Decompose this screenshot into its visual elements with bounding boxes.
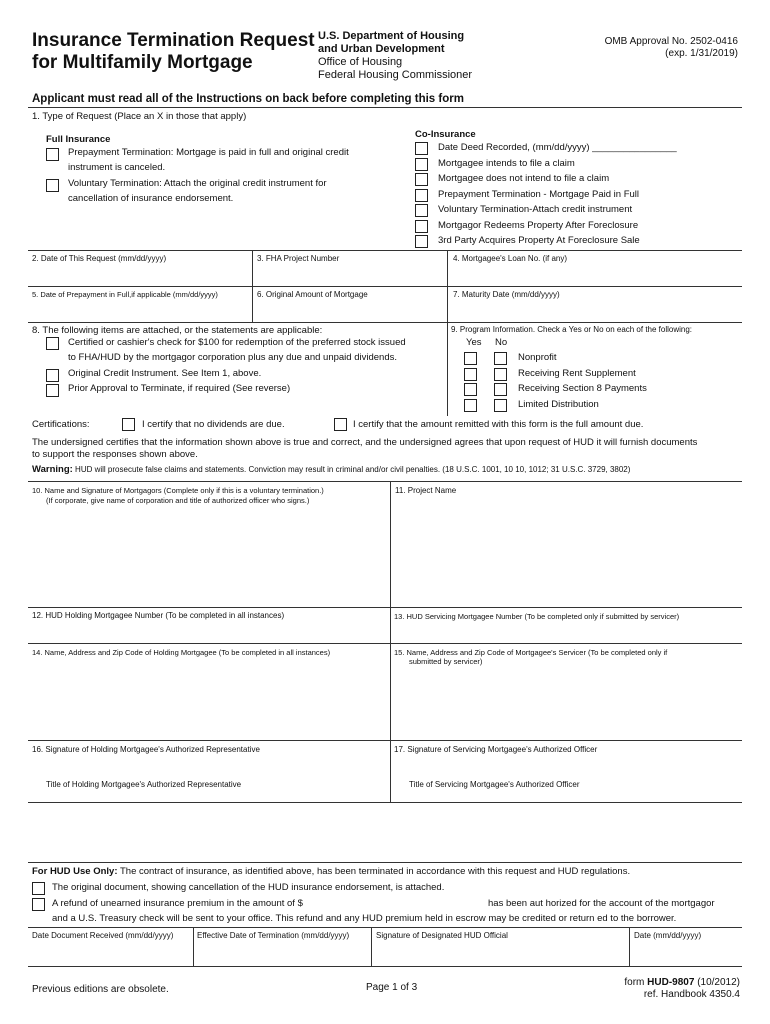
department-line1: U.S. Department of Housing	[318, 30, 465, 42]
certified-check-checkbox[interactable]	[46, 337, 59, 350]
form-date: (10/2012)	[697, 977, 740, 988]
section10-label-line2: (If corporate, give name of corporation and title of authorized officer who signs.)	[46, 496, 310, 505]
refund-label-line2: and a U.S. Treasury check will be sent to your office. This refund and any HUD premium held in escrow may be credited or return ed to the borrower.	[52, 913, 677, 924]
form-number: HUD-9807	[647, 977, 695, 988]
co-insurance-checkbox[interactable]	[415, 158, 428, 171]
program-item-label: Receiving Section 8 Payments	[518, 383, 647, 394]
program-item-label: Nonprofit	[518, 352, 557, 363]
prepayment-termination-checkbox[interactable]	[46, 148, 59, 161]
form-number-line	[624, 977, 740, 989]
servicing-mortgagee-number-label: 13. HUD Servicing Mortgagee Number (To be completed only if submitted by servicer)	[394, 612, 680, 621]
hud-official-signature-label: Signature of Designated HUD Official	[376, 931, 508, 940]
program-no-checkbox[interactable]	[494, 399, 507, 412]
instructions-notice: Applicant must read all of the Instructions on back before completing this form	[32, 93, 464, 105]
department-line4: Federal Housing Commissioner	[318, 69, 473, 81]
co-insurance-option-label: 3rd Party Acquires Property At Foreclosure Sale	[438, 235, 640, 246]
section9-label: 9. Program Information. Check a Yes or No on each of the following:	[451, 325, 693, 334]
section1-label: 1. Type of Request (Place an X in those that apply)	[32, 111, 247, 122]
co-insurance-heading: Co-Insurance	[415, 129, 476, 140]
effective-date-label: Effective Date of Termination (mm/dd/yyyy)	[197, 931, 350, 940]
voluntary-termination-label-line2: cancellation of insurance endorsement.	[68, 193, 234, 204]
warning-label: Warning:	[32, 464, 73, 475]
original-amount-label: 6. Original Amount of Mortgage	[257, 290, 368, 299]
warning-text	[32, 464, 630, 475]
page-number: Page 1 of 3	[366, 982, 418, 993]
servicer-address-label: 15. Name, Address and Zip Code of Mortgagee's Servicer (To be completed only if	[394, 648, 668, 657]
no-dividends-checkbox[interactable]	[122, 418, 135, 431]
prior-approval-label: Prior Approval to Terminate, if required (See reverse)	[68, 383, 291, 394]
project-name-label: 11. Project Name	[395, 486, 457, 495]
department-line2: and Urban Development	[318, 43, 445, 55]
full-insurance-heading: Full Insurance	[46, 134, 111, 145]
original-credit-instrument-checkbox[interactable]	[46, 369, 59, 382]
co-insurance-option-label: Voluntary Termination-Attach credit instrument	[438, 204, 633, 215]
certifications-label: Certifications:	[32, 419, 90, 430]
hud-use-body: The contract of insurance, as identified above, has been terminated in accordance with this request and HUD regulations.	[119, 866, 631, 877]
original-document-label: The original document, showing cancellation of the HUD insurance endorsement, is attached.	[52, 882, 445, 893]
previous-editions-note: Previous editions are obsolete.	[32, 984, 169, 995]
holding-title-label: Title of Holding Mortgagee's Authorized Representative	[46, 780, 242, 789]
original-credit-instrument-label: Original Credit Instrument. See Item 1, above.	[68, 368, 262, 379]
hud-use-label: For HUD Use Only:	[32, 866, 118, 877]
section8-label: 8. The following items are attached, or the statements are applicable:	[32, 325, 323, 336]
warning-body: HUD will prosecute false claims and statements. Conviction may result in criminal and/or civil penalties. (18 U.S.C. 1001, 10 10, 1012; 31 U.S.C. 3729, 3802)	[75, 465, 631, 474]
servicing-signature-label: 17. Signature of Servicing Mortgagee's Authorized Officer	[394, 745, 598, 754]
form-identifier	[624, 977, 740, 1001]
co-insurance-option-label: Mortgagor Redeems Property After Foreclosure	[438, 219, 639, 231]
date-of-prepayment-label: 5. Date of Prepayment in Full,if applicable (mm/dd/yyyy)	[32, 290, 218, 299]
refund-label: A refund of unearned insurance premium in the amount of $	[52, 898, 303, 909]
form-prefix: form	[624, 977, 645, 988]
co-insurance-checkbox[interactable]	[415, 173, 428, 186]
co-insurance-checkbox[interactable]	[415, 220, 428, 233]
mortgagee-loan-number-label: 4. Mortgagee's Loan No. (if any)	[453, 254, 568, 263]
maturity-date-label: 7. Maturity Date (mm/dd/yyyy)	[453, 290, 560, 299]
refund-checkbox[interactable]	[32, 898, 45, 911]
holding-mortgagee-number-label: 12. HUD Holding Mortgagee Number (To be completed in all instances)	[32, 611, 285, 620]
program-yes-checkbox[interactable]	[464, 383, 477, 396]
program-yes-checkbox[interactable]	[464, 368, 477, 381]
omb-approval-number: OMB Approval No. 2502-0416	[604, 36, 738, 47]
servicer-address-label-line2: submitted by servicer)	[409, 657, 483, 666]
certified-check-label: Certified or cashier's check for $100 for redemption of the preferred stock issued	[68, 337, 406, 348]
voluntary-termination-label: Voluntary Termination: Attach the original credit instrument for	[68, 178, 327, 189]
no-dividends-label: I certify that no dividends are due.	[142, 419, 285, 430]
holding-signature-label: 16. Signature of Holding Mortgagee's Authorized Representative	[32, 745, 260, 754]
full-amount-label: I certify that the amount remitted with this form is the full amount due.	[353, 419, 644, 430]
co-insurance-checkbox[interactable]	[415, 235, 428, 248]
co-insurance-option-label: Prepayment Termination - Mortgage Paid in Full	[438, 188, 640, 200]
co-insurance-option-label: Date Deed Recorded, (mm/dd/yyyy) ________________	[438, 142, 677, 153]
hud-use-text	[32, 866, 630, 877]
program-no-checkbox[interactable]	[494, 368, 507, 381]
form-title-line1: Insurance Termination Request	[32, 30, 315, 51]
holding-mortgagee-address-label: 14. Name, Address and Zip Code of Holding Mortgagee (To be completed in all instances)	[32, 648, 331, 657]
yes-column-label: Yes	[466, 337, 482, 348]
date-document-received-label: Date Document Received (mm/dd/yyyy)	[32, 931, 174, 940]
handbook-reference: ref. Handbook 4350.4	[643, 989, 740, 1000]
original-document-checkbox[interactable]	[32, 882, 45, 895]
program-no-checkbox[interactable]	[494, 352, 507, 365]
program-yes-checkbox[interactable]	[464, 352, 477, 365]
co-insurance-option-label: Mortgagee intends to file a claim	[438, 157, 575, 169]
co-insurance-checkbox[interactable]	[415, 204, 428, 217]
refund-authorized-label: has been aut horized for the account of the mortgagor	[488, 898, 715, 909]
department-line3: Office of Housing	[318, 56, 403, 68]
co-insurance-option-label: Mortgagee does not intend to file a claim	[438, 173, 610, 184]
fha-project-number-label: 3. FHA Project Number	[257, 254, 340, 263]
certified-check-label-line2: to FHA/HUD by the mortgagor corporation plus any due and unpaid dividends.	[68, 352, 397, 363]
omb-approval	[605, 36, 738, 60]
program-item-label: Receiving Rent Supplement	[518, 367, 636, 379]
certification-statement-line2: to support the responses shown above.	[32, 449, 198, 460]
co-insurance-checkbox[interactable]	[415, 189, 428, 202]
form-title-line2: for Multifamily Mortgage	[32, 52, 253, 73]
program-no-checkbox[interactable]	[494, 383, 507, 396]
program-item-label: Limited Distribution	[518, 398, 599, 410]
section10-label: 10. Name and Signature of Mortgagors (Complete only if this is a voluntary termination.)	[32, 486, 324, 495]
no-column-label: No	[495, 337, 508, 348]
prepayment-termination-label-line2: instrument is canceled.	[68, 162, 166, 173]
prepayment-termination-label: Prepayment Termination: Mortgage is paid in full and original credit	[68, 147, 349, 158]
servicing-title-label: Title of Servicing Mortgagee's Authorized Officer	[409, 780, 580, 789]
hud-date-label: Date (mm/dd/yyyy)	[634, 931, 702, 940]
prior-approval-checkbox[interactable]	[46, 384, 59, 397]
full-amount-checkbox[interactable]	[334, 418, 347, 431]
voluntary-termination-checkbox[interactable]	[46, 179, 59, 192]
omb-expiration: (exp. 1/31/2019)	[665, 48, 738, 59]
certification-statement: The undersigned certifies that the information shown above is true and correct, and the undersigned agrees that upon request of HUD it will furnish documents	[32, 437, 698, 448]
co-insurance-checkbox[interactable]	[415, 142, 428, 155]
program-yes-checkbox[interactable]	[464, 399, 477, 412]
date-of-request-label: 2. Date of This Request (mm/dd/yyyy)	[32, 254, 167, 263]
